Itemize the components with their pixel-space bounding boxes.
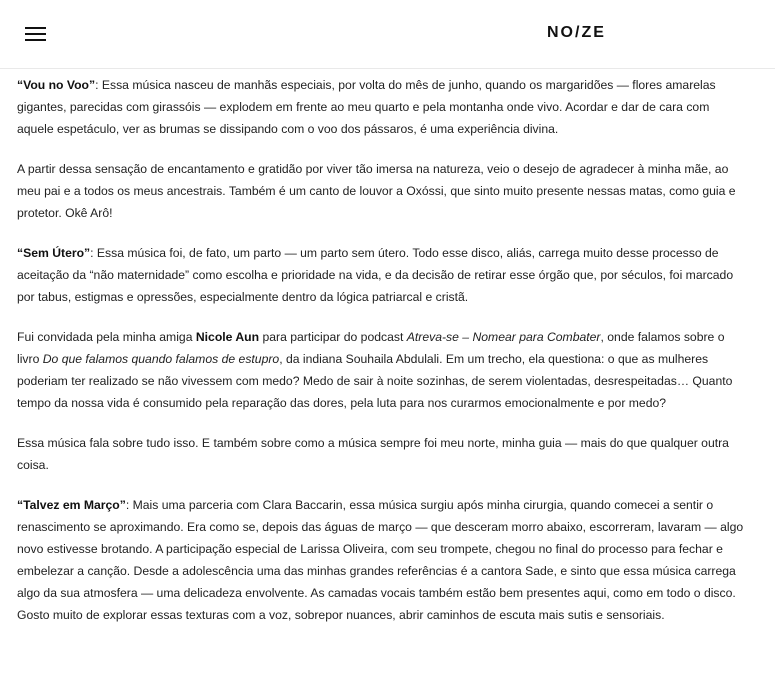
podcast-title: Atreva-se – Nomear para Combater <box>406 330 601 344</box>
paragraph-norte <box>17 432 745 476</box>
book-title: Do que falamos quando falamos de estupro <box>42 352 280 366</box>
site-header <box>0 0 775 69</box>
article-body <box>17 74 745 644</box>
paragraph-talvez-em-marco <box>17 494 745 626</box>
paragraph-text: : Mais uma parceria com Clara Baccarin, essa música surgiu após minha cirurgia, quando comecei a sentir o renascimento se aproximando. Era como se, depois das águas de março — que desceram morro abaixo, escorreram, lavaram — algo novo estivesse brotando. A participação especial de Larissa Oliveira, com seu trompete, chegou no final do processo para fechar e embelezar a canção. Desde a adolescência uma das minhas grandes referências é a cantora Sade, e sinto que essa música carrega algo da sua atmosfera — uma delicadeza envolvente. As camadas vocais também estão bem presentes aqui, como em todo o disco. Gosto muito de explorar essas texturas com a voz, sobrepor nuances, abrir caminhos de escuta mais sutis e sensoriais. <box>17 498 744 622</box>
paragraph-gratidao <box>17 158 745 224</box>
menu-icon-bar <box>25 27 46 29</box>
paragraph-text: : Essa música foi, de fato, um parto — um parto sem útero. Todo esse disco, aliás, carrega muito desse processo de aceitação da “não maternidade” como escolha e prioridade na vida, e da decisão de retirar esse órgão que, por séculos, foi marcado por tabus, estigmas e opressões, especialmente dentro da lógica patriarcal e cristã. <box>17 246 734 304</box>
paragraph-text: para participar do podcast <box>259 330 407 344</box>
paragraph-text: A partir dessa sensação de encantamento e gratidão por viver tão imersa na natureza, veio o desejo de agradecer à minha mãe, ao meu pai e a todos os meus ancestrais. Também é um canto de louvor a Oxóssi, que sinto muito presente nessas matas, como guia e protetor. Okê Arô! <box>17 162 736 220</box>
song-title: “Talvez em Março” <box>17 498 126 512</box>
site-logo[interactable]: NO/ZE <box>547 24 606 41</box>
song-title: “Sem Útero” <box>17 246 91 260</box>
paragraph-text: : Essa música nasceu de manhãs especiais, por volta do mês de junho, quando os margaridões — flores amarelas gigantes, parecidas com girassóis — explodem em frente ao meu quarto e pela montanha onde vivo. Acordar e dar de cara com aquele espetáculo, ver as brumas se dissipando com o voo dos pássaros, é uma experiência divina. <box>17 78 716 136</box>
menu-icon-bar <box>25 39 46 41</box>
menu-icon[interactable] <box>25 27 46 41</box>
paragraph-text: Essa música fala sobre tudo isso. E também sobre como a música sempre foi meu norte, minha guia — mais do que qualquer outra coisa. <box>17 436 729 472</box>
paragraph-text: Fui convidada pela minha amiga <box>17 330 196 344</box>
person-name: Nicole Aun <box>195 330 260 344</box>
paragraph-text: , onde falamos sobre o livro <box>17 330 725 366</box>
paragraph-text: , da indiana Souhaila Abdulali. Em um trecho, ela questiona: o que as mulheres poderiam ter realizado se não vivessem com medo? Medo de sair à noite sozinhas, de serem violentadas, desrespeitadas… Quanto tempo da nossa vida é consumido pela reparação das dores, pela luta para nos curarmos emocionalmente e por medo? <box>17 352 733 410</box>
paragraph-sem-utero <box>17 242 745 308</box>
paragraph-vou-no-voo <box>17 74 745 140</box>
paragraph-podcast <box>17 326 745 414</box>
menu-icon-bar <box>25 33 46 35</box>
song-title: “Vou no Voo” <box>17 78 96 92</box>
